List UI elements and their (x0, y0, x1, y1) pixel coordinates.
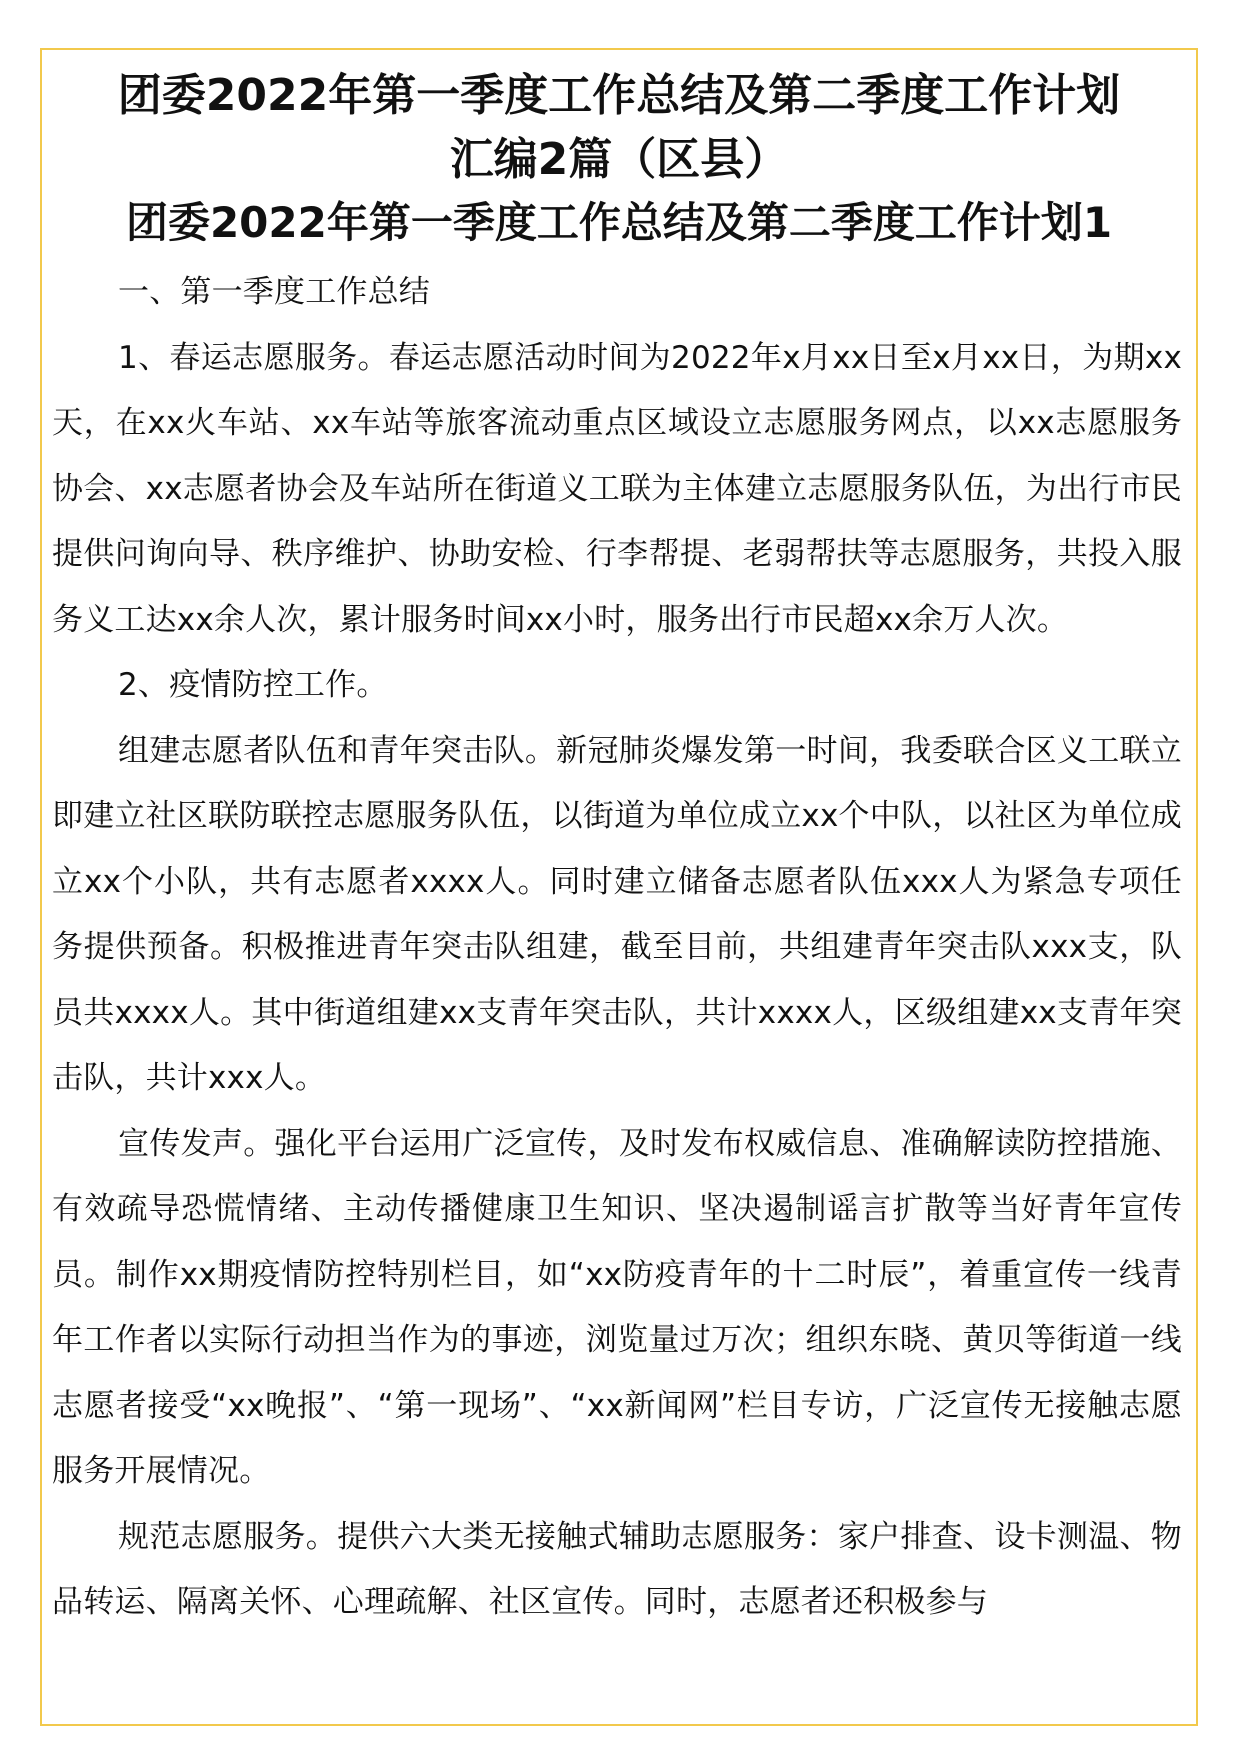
document-title-line2: 汇编2篇（区县） (449, 134, 789, 185)
document-body (42, 260, 1196, 1636)
paragraph-standard-service: 规范志愿服务。提供六大类无接触式辅助志愿服务：家户排查、设卡测温、物品转运、隔离关怀、心理疏解、社区宣传。同时，志愿者还积极参与 (52, 1518, 1182, 1620)
paragraph-epidemic-heading: 2、疫情防控工作。 (118, 667, 388, 703)
document-title-line1: 团委2022年第一季度工作总结及第二季度工作计划 (117, 70, 1121, 121)
paragraph-spring-volunteer: 1、春运志愿服务。春运志愿活动时间为2022年x月xx日至x月xx日，为期xx天，在xx火车站、xx车站等旅客流动重点区域设立志愿服务网点，以xx志愿服务协会、xx志愿者协会及车站所在街道义工联为主体建立志愿服务队伍，为出行市民提供问询向导、秩序维护、协助安检、行李帮提、老弱帮扶等志愿服务，共投入服务义工达xx余人次，累计服务时间xx小时，服务出行市民超xx余万人次。 (52, 339, 1182, 638)
paragraph-volunteer-teams: 组建志愿者队伍和青年突击队。新冠肺炎爆发第一时间，我委联合区义工联立即建立社区联防联控志愿服务队伍，以街道为单位成立xx个中队，以社区为单位成立xx个小队，共有志愿者xxxx人。同时建立储备志愿者队伍xxx人为紧急专项任务提供预备。积极推进青年突击队组建，截至目前，共组建青年突击队xxx支，队员共xxxx人。其中街道组建xx支青年突击队，共计xxxx人，区级组建xx支青年突击队，共计xxx人。 (52, 732, 1182, 1096)
paragraph-publicity: 宣传发声。强化平台运用广泛宣传，及时发布权威信息、准确解读防控措施、有效疏导恐慌情绪、主动传播健康卫生知识、坚决遏制谣言扩散等当好青年宣传员。制作xx期疫情防控特别栏目，如“xx防疫青年的十二时辰”，着重宣传一线青年工作者以实际行动担当作为的事迹，浏览量过万次；组织东晓、黄贝等街道一线志愿者接受“xx晚报”、“第一现场”、“xx新闻网”栏目专访，广泛宣传无接触志愿服务开展情况。 (52, 1125, 1182, 1489)
paragraph-heading-summary: 一、第一季度工作总结 (118, 274, 430, 310)
page-border (40, 48, 1198, 1726)
section-title: 团委2022年第一季度工作总结及第二季度工作计划1 (125, 198, 1113, 247)
